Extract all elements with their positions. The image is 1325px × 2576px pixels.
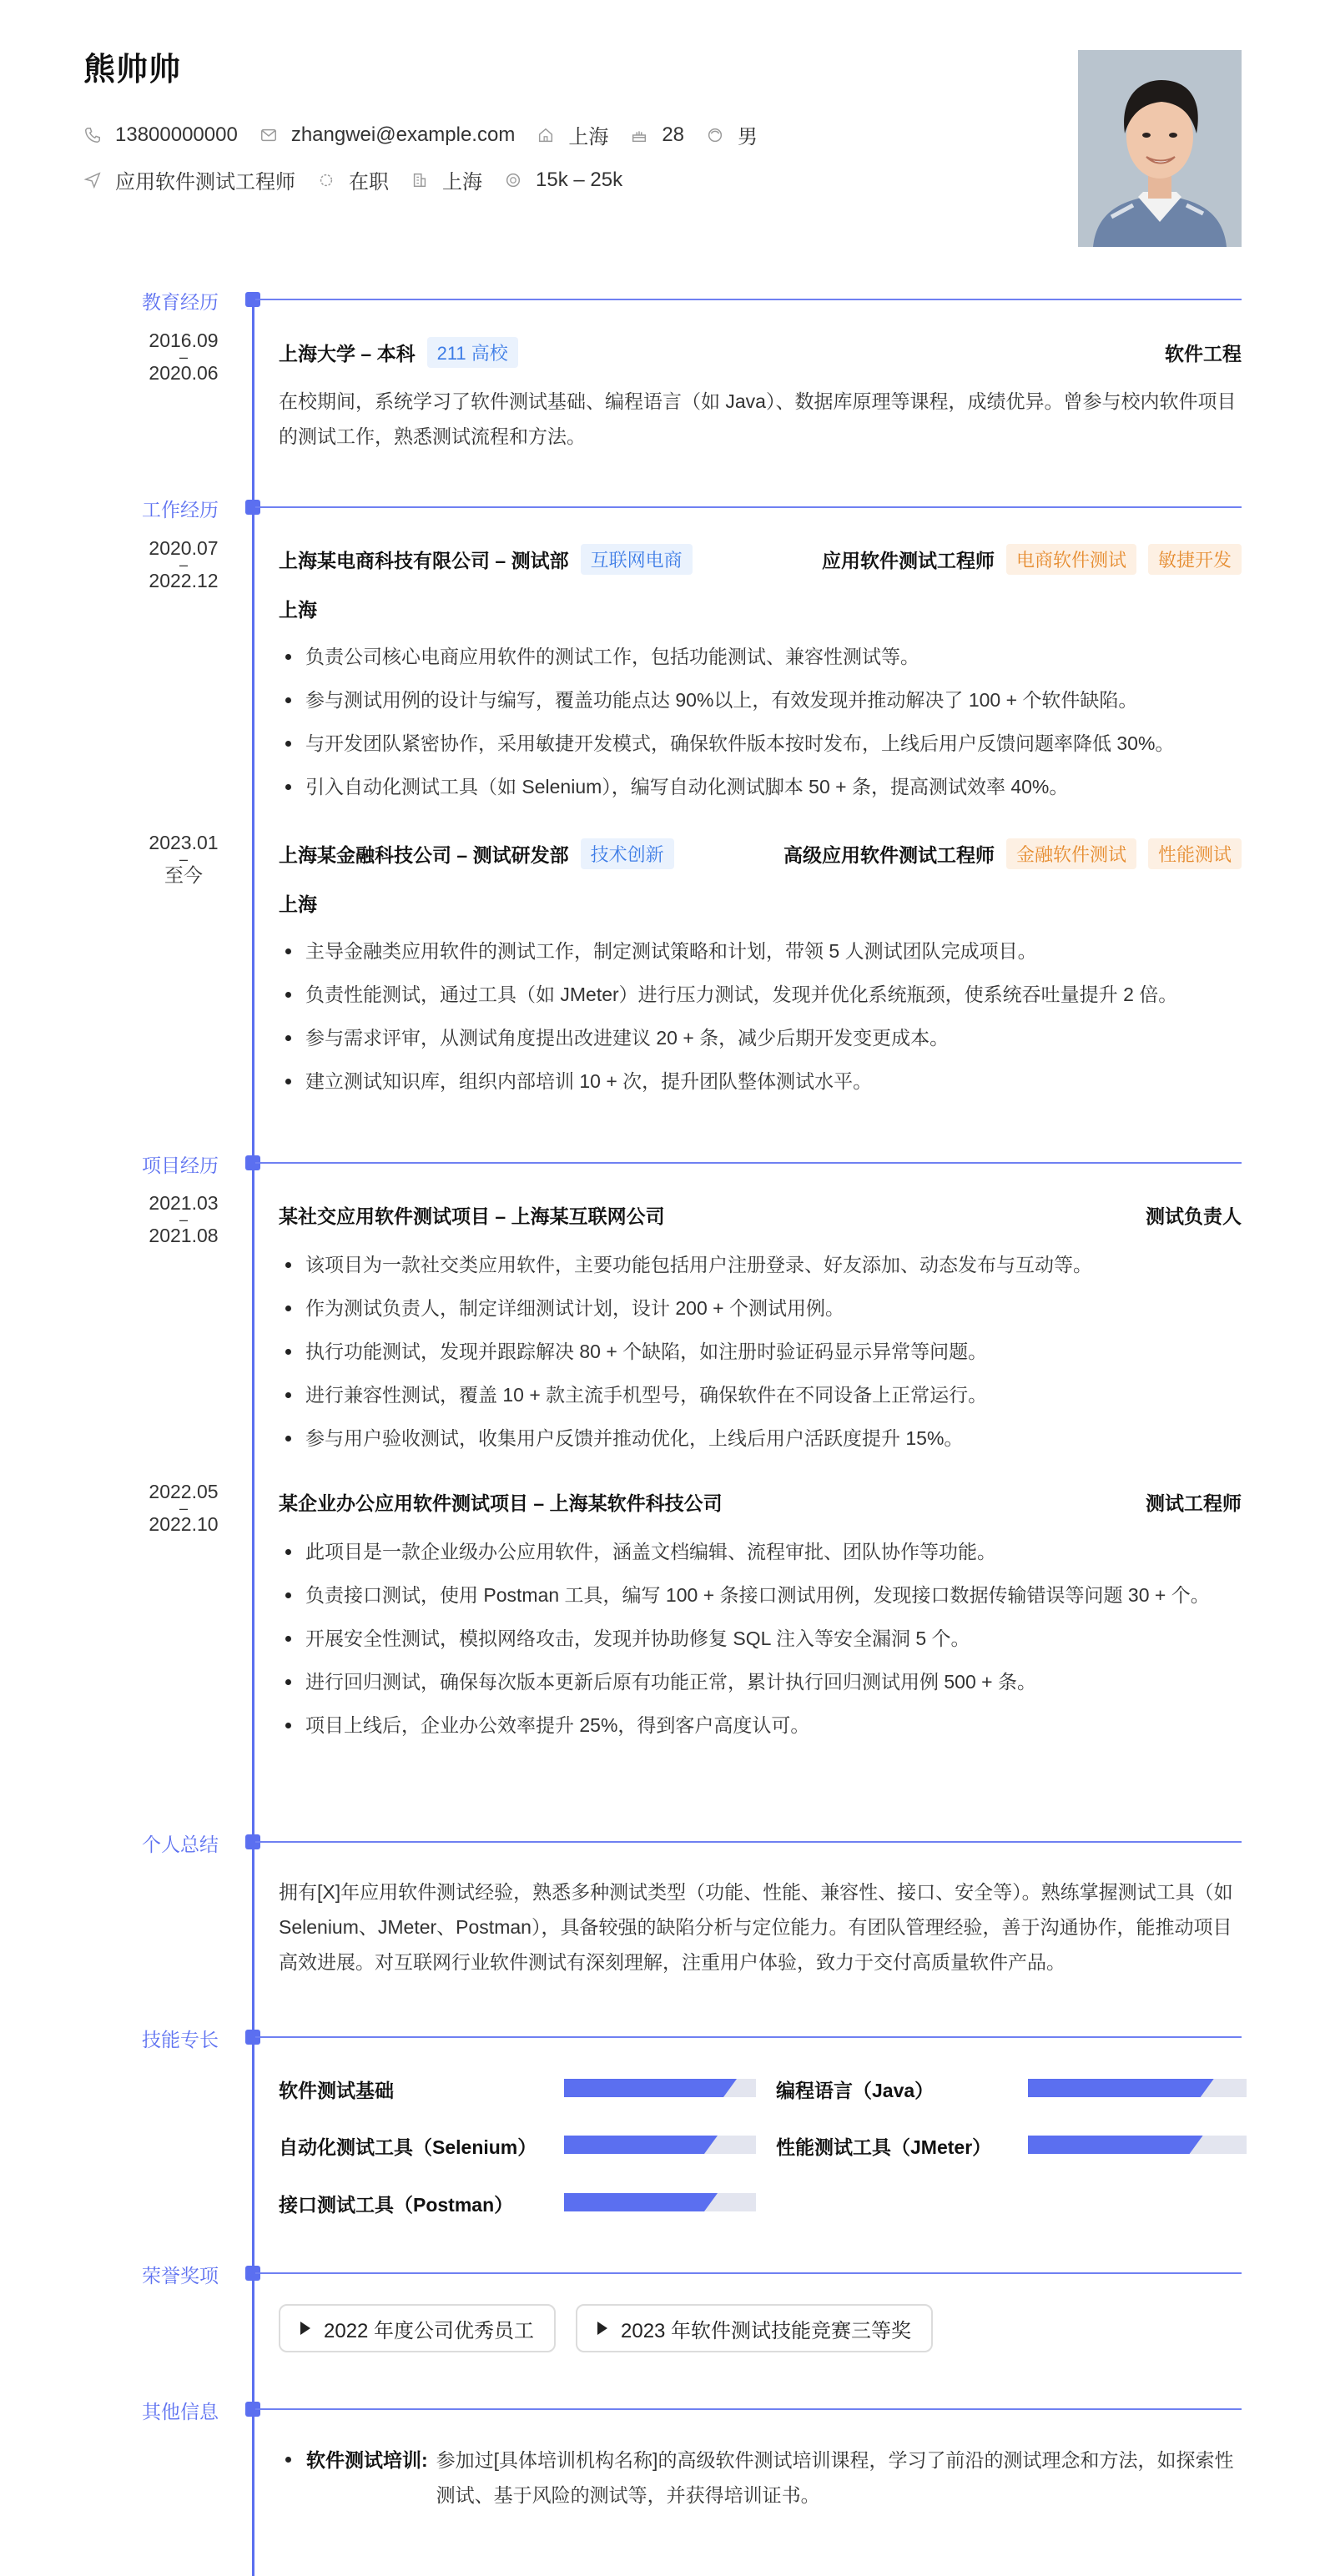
summary-section-rule: [255, 1841, 1242, 1843]
email-item: [259, 123, 516, 147]
work-section-rule: [255, 506, 1242, 508]
project-2-date-end: 2022.10: [149, 1513, 219, 1535]
other-info-item: [279, 2443, 1242, 2513]
cake-icon: [630, 126, 648, 144]
honors-section-rule: [255, 2272, 1242, 2274]
list-item: 负责性能测试，通过工具（如 JMeter）进行压力测试，发现并优化系统瓶颈，使系统吞吐量提升 2 倍。: [279, 978, 1242, 1011]
work-2-company: 上海某金融科技公司 – 测试研发部: [279, 844, 569, 866]
candidate-name: 熊帅帅: [83, 53, 182, 88]
list-item: 参与用户验收测试，收集用户反馈并推动优化，上线后用户活跃度提升 15%。: [279, 1421, 1242, 1455]
project-1-date-start: 2021.03: [149, 1192, 219, 1214]
list-item: 执行功能测试，发现并跟踪解决 80 + 个缺陷，如注册时验证码显示异常等问题。: [279, 1335, 1242, 1368]
status-icon: [317, 171, 335, 189]
skill-name: 软件测试基础: [279, 2080, 394, 2101]
list-item: 进行回归测试，确保每次版本更新后原有功能正常，累计执行回归测试用例 500 + 条。: [279, 1665, 1242, 1698]
work-2-header: [279, 838, 1242, 869]
salary-text: 15k – 25k: [536, 168, 623, 191]
project-2-bullets: [279, 1535, 1242, 1752]
education-date: [117, 330, 250, 384]
honor-label: 2022 年度公司优秀员工: [324, 2319, 535, 2342]
mail-icon: [259, 126, 278, 144]
list-item: 负责公司核心电商应用软件的测试工作，包括功能测试、兼容性测试等。: [279, 640, 1242, 673]
projects-section-rule: [255, 1162, 1242, 1164]
work-1-city: 上海: [279, 599, 317, 621]
education-description: 在校期间，系统学习了软件测试基础、编程语言（如 Java）、数据库原理等课程，成绩优异。曾参与校内软件项目的测试工作，熟悉测试流程和方法。: [279, 390, 1237, 447]
target-city-text: 上海: [442, 171, 482, 194]
skill-bar-fill: [1028, 2136, 1203, 2154]
location-text: 上海: [568, 126, 609, 148]
date-dash: –: [179, 1500, 188, 1517]
target-title-text: 应用软件测试工程师: [115, 171, 295, 194]
other-info-label: 软件测试培训:: [306, 2449, 428, 2471]
list-item: 开展安全性测试，模拟网络攻击，发现并协助修复 SQL 注入等安全漏洞 5 个。: [279, 1622, 1242, 1655]
skill-bar-fill: [564, 2136, 718, 2154]
honor-badge: [279, 2304, 556, 2352]
other-section-title: 其他信息: [142, 2401, 219, 2423]
play-triangle-icon: [300, 2322, 310, 2335]
education-section-rule: [255, 299, 1242, 300]
phone-icon: [83, 126, 102, 144]
school-name: 上海大学 – 本科: [279, 343, 416, 365]
skill-bar: [564, 2079, 756, 2097]
education-header: [279, 337, 1242, 368]
status-item: [317, 165, 389, 194]
list-item: 与开发团队紧密协作，采用敏捷开发模式，确保软件版本按时发布，上线后用户反馈问题率降低 30%。: [279, 727, 1242, 760]
summary-section-title: 个人总结: [142, 1834, 219, 1855]
education-section-title: 教育经历: [142, 291, 219, 313]
skill-name: 接口测试工具（Postman）: [279, 2194, 514, 2216]
building-icon: [411, 171, 429, 189]
skills-section-title: 技能专长: [142, 2029, 219, 2050]
work-1-industry-tag: 互联网电商: [581, 544, 693, 575]
other-info-text: 参加过[具体培训机构名称]的高级软件测试培训课程，学习了前沿的测试理念和方法，如探索性测试、基于风险的测试等，并获得培训证书。: [436, 2449, 1234, 2506]
send-icon: [83, 171, 102, 189]
honor-badge: [576, 2304, 933, 2352]
work-2-date: [117, 833, 250, 886]
work-2-role: 高级应用软件测试工程师: [783, 844, 995, 866]
skill-bar-fill: [564, 2079, 737, 2097]
skill-bar: [1028, 2136, 1247, 2154]
gender-item: [706, 120, 758, 149]
project-2-role: 测试工程师: [1146, 1492, 1242, 1514]
target-city-item: [411, 165, 482, 194]
list-item: 建立测试知识库，组织内部培训 10 + 次，提升团队整体测试水平。: [279, 1064, 1242, 1098]
age-item: [630, 123, 684, 147]
skill-name: 编程语言（Java）: [776, 2080, 935, 2101]
list-item: 此项目是一款企业级办公应用软件，涵盖文档编辑、流程审批、团队协作等功能。: [279, 1535, 1242, 1568]
date-dash: –: [179, 851, 188, 868]
project-1-role: 测试负责人: [1146, 1205, 1242, 1227]
project-1-name: 某社交应用软件测试项目 – 上海某互联网公司: [279, 1205, 665, 1227]
skill-bar: [564, 2193, 756, 2211]
work-2-skill-tag: 金融软件测试: [1006, 838, 1136, 869]
work-1-bullets: [279, 640, 1242, 813]
major: 软件工程: [1165, 343, 1242, 365]
school-tag: 211 高校: [427, 337, 518, 368]
list-item: 项目上线后，企业办公效率提升 25%，得到客户高度认可。: [279, 1708, 1242, 1742]
target-title-item: [83, 165, 295, 194]
work-2-city: 上海: [279, 893, 317, 915]
work-2-date-end: 至今: [164, 864, 203, 886]
status-text: 在职: [349, 171, 389, 194]
project-1-date-end: 2021.08: [149, 1225, 219, 1246]
skill-name: 性能测试工具（JMeter）: [776, 2136, 992, 2158]
project-2-name: 某企业办公应用软件测试项目 – 上海某软件科技公司: [279, 1492, 723, 1514]
contact-row: [83, 120, 779, 149]
work-2-date-start: 2023.01: [149, 832, 219, 853]
coin-icon: [504, 171, 522, 189]
timeline-line: [252, 297, 254, 2576]
work-1-header: [279, 544, 1242, 575]
work-2-bullets: [279, 934, 1242, 1108]
skill-bar: [1028, 2079, 1247, 2097]
list-item: 引入自动化测试工具（如 Selenium），编写自动化测试脚本 50 + 条，提高测试效率 40%。: [279, 770, 1242, 803]
work-1-company: 上海某电商科技有限公司 – 测试部: [279, 550, 569, 571]
bullet-dot: [285, 2457, 291, 2463]
project-1-date: [117, 1193, 250, 1246]
list-item: 负责接口测试，使用 Postman 工具，编写 100 + 条接口测试用例，发现接口数据传输错误等问题 30 + 个。: [279, 1578, 1242, 1612]
play-triangle-icon: [597, 2322, 607, 2335]
profile-photo: [1078, 50, 1242, 247]
skill-bar-fill: [1028, 2079, 1214, 2097]
skill-bar: [564, 2136, 756, 2154]
list-item: 主导金融类应用软件的测试工作，制定测试策略和计划，带领 5 人测试团队完成项目。: [279, 934, 1242, 968]
list-item: 进行兼容性测试，覆盖 10 + 款主流手机型号，确保软件在不同设备上正常运行。: [279, 1378, 1242, 1411]
email-text: zhangwei@example.com: [290, 123, 516, 146]
project-1-header: [279, 1201, 1242, 1229]
work-1-skill-tag: 敏捷开发: [1148, 544, 1242, 575]
skill-bar-fill: [564, 2193, 718, 2211]
honors-section-title: 荣誉奖项: [142, 2265, 219, 2287]
education-date-end: 2020.06: [149, 362, 219, 384]
project-2-date: [117, 1482, 250, 1535]
projects-section-title: 项目经历: [142, 1155, 219, 1176]
work-1-role: 应用软件测试工程师: [821, 550, 995, 571]
work-1-skill-tag: 电商软件测试: [1006, 544, 1136, 575]
work-2-skill-tag: 性能测试: [1148, 838, 1242, 869]
home-icon: [537, 126, 555, 144]
phone-text: 13800000000: [115, 123, 238, 146]
project-1-bullets: [279, 1248, 1242, 1465]
list-item: 参与需求评审，从测试角度提出改进建议 20 + 条，减少后期开发变更成本。: [279, 1021, 1242, 1054]
date-dash: –: [179, 1211, 188, 1228]
summary-text: 拥有[X]年应用软件测试经验，熟悉多种测试类型（功能、性能、兼容性、接口、安全等）。熟练掌握测试工具（如 Selenium、JMeter、Postman），具备较强的缺陷分析与定位能力。有团队管理经验，善于沟通协作，能推动项目高效进展。对互联网行业软件测试有深刻理解，注重用户体验，致力于交付高质量软件产品。: [279, 1881, 1233, 1973]
list-item: 作为测试负责人，制定详细测试计划，设计 200 + 个测试用例。: [279, 1291, 1242, 1325]
date-dash: –: [179, 556, 188, 573]
work-1-date-end: 2022.12: [149, 570, 219, 591]
date-dash: –: [179, 349, 188, 365]
other-section-rule: [255, 2408, 1242, 2410]
education-date-start: 2016.09: [149, 330, 219, 351]
honor-label: 2023 年软件测试技能竞赛三等奖: [621, 2319, 912, 2342]
work-section-title: 工作经历: [142, 499, 219, 521]
skills-section-rule: [255, 2036, 1242, 2038]
job-intent-row: [83, 165, 644, 194]
skill-name: 自动化测试工具（Selenium）: [279, 2136, 537, 2158]
gender-icon: [706, 126, 724, 144]
salary-item: [504, 169, 622, 192]
project-2-header: [279, 1488, 1242, 1516]
list-item: 该项目为一款社交类应用软件，主要功能包括用户注册登录、好友添加、动态发布与互动等。: [279, 1248, 1242, 1281]
project-2-date-start: 2022.05: [149, 1481, 219, 1502]
work-1-date: [117, 538, 250, 591]
list-item: 参与测试用例的设计与编写，覆盖功能点达 90%以上，有效发现并推动解决了 100 + 个软件缺陷。: [279, 683, 1242, 717]
age-text: 28: [662, 123, 685, 146]
work-2-industry-tag: 技术创新: [581, 838, 674, 869]
location-item: [537, 120, 608, 149]
phone-item: [83, 123, 238, 147]
work-1-date-start: 2020.07: [149, 537, 219, 559]
gender-text: 男: [738, 126, 758, 148]
